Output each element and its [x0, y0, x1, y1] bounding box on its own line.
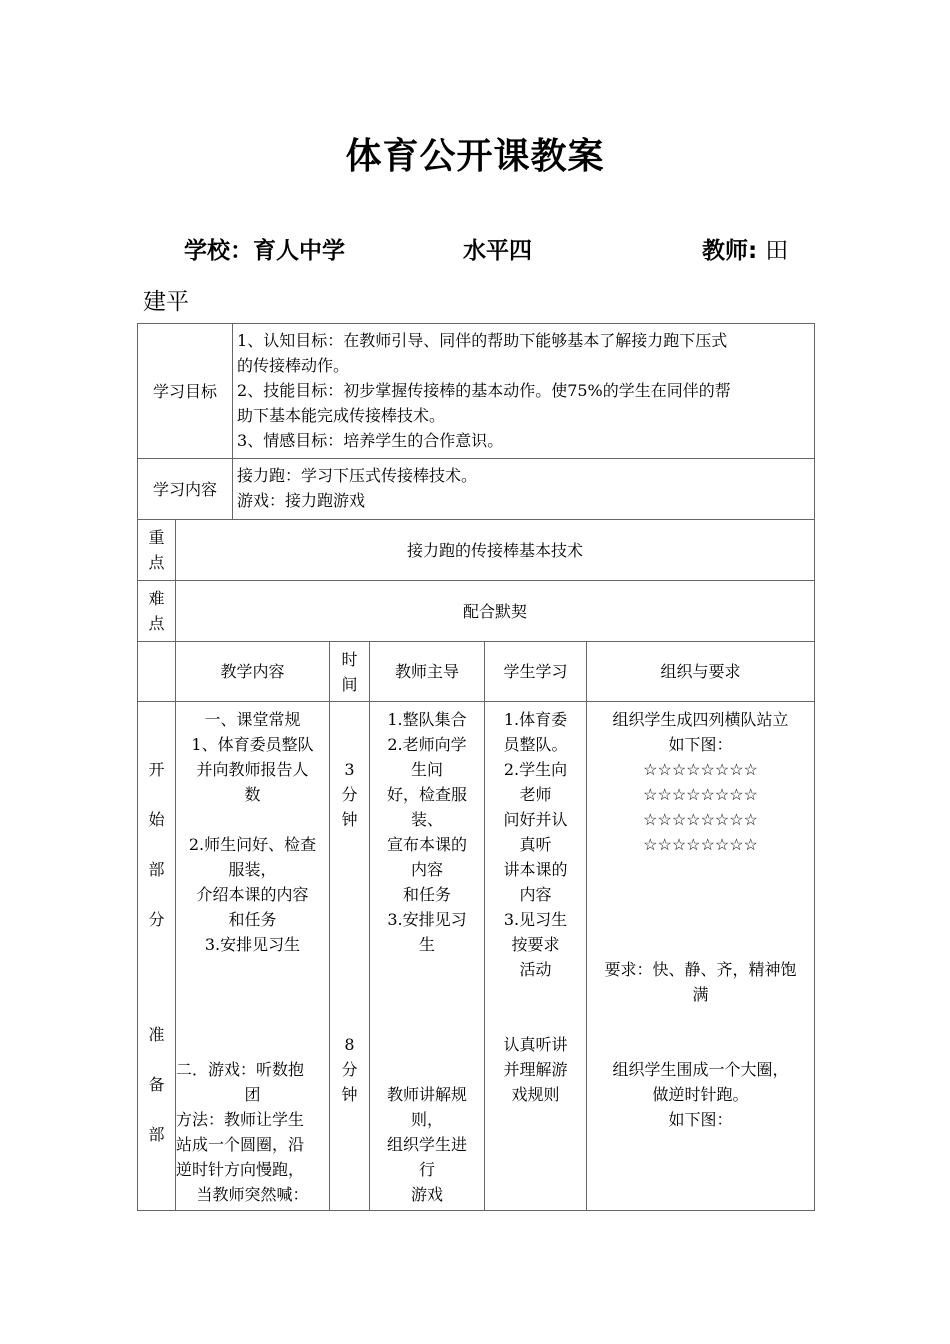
- content2-line: 团: [244, 1085, 261, 1104]
- org-requirement: 满: [692, 985, 709, 1004]
- content-line: 2.师生问好、检查: [188, 835, 317, 854]
- goal-line: 3、情感目标：培养学生的合作意识。: [237, 431, 504, 450]
- header-teacher: 教师主导: [370, 642, 485, 702]
- student-line: 真听: [519, 835, 552, 854]
- header-time: [330, 642, 370, 702]
- content-line: 接力跑：学习下压式传接棒技术。: [237, 466, 478, 485]
- content-line: 和任务: [228, 910, 277, 929]
- part-char: [138, 957, 175, 1022]
- student-line: 讲本课的: [503, 860, 568, 879]
- meta-line: [184, 232, 804, 268]
- section-row: [138, 702, 815, 1211]
- student-line: 员整队。: [503, 735, 568, 754]
- student-line: 按要求: [511, 935, 560, 954]
- teacher-line: 装、: [411, 810, 444, 829]
- formation-row: ☆☆☆☆☆☆☆☆: [643, 810, 758, 829]
- time-column: [330, 702, 370, 1211]
- content-line: 介绍本课的内容: [196, 885, 309, 904]
- teacher-line: 好，检查服: [387, 785, 468, 804]
- time-spacer: [330, 832, 369, 1032]
- time-char: 钟: [341, 810, 358, 829]
- teacher-spacer: [370, 957, 484, 1082]
- part-char: 开: [148, 760, 165, 779]
- difficulty-value: 配合默契: [176, 581, 815, 642]
- teacher-line: 组织学生进: [387, 1135, 468, 1154]
- teacher-line: 则，: [411, 1110, 444, 1129]
- key-label-a: 重: [148, 528, 165, 547]
- teacher-line: 和任务: [403, 885, 452, 904]
- teacher-line: 1.整队集合: [387, 710, 467, 729]
- part-char: 部: [148, 1125, 165, 1144]
- teacher-line: 2.老师向学: [387, 735, 467, 754]
- header-time-b: 间: [341, 674, 358, 694]
- student-line: 并理解游: [503, 1060, 568, 1079]
- difficulty-label-a: 难: [148, 589, 165, 608]
- student-line: 活动: [519, 960, 552, 979]
- goal-line: 的传接棒动作。: [237, 356, 350, 375]
- goals-label: 学习目标: [138, 324, 233, 459]
- header-row: [138, 642, 815, 702]
- header-blank: [138, 642, 176, 702]
- part-char: 部: [148, 860, 165, 879]
- key-value: 接力跑的传接棒基本技术: [176, 520, 815, 581]
- content2-line: 二．游戏：听数抱: [176, 1060, 305, 1079]
- goal-line: 1、认知目标：在教师引导、同伴的帮助下能够基本了解接力跑下压式: [237, 331, 728, 350]
- level-label: 水平四: [463, 238, 532, 264]
- header-teaching: 教学内容: [176, 642, 330, 702]
- student-line: 老师: [519, 785, 552, 804]
- content-label: 学习内容: [138, 459, 233, 520]
- teacher-line: 宣布本课的: [387, 835, 468, 854]
- content-line: 一、课堂常规: [204, 710, 301, 729]
- key-row: [138, 520, 815, 581]
- org-spacer: [587, 857, 814, 957]
- student-spacer: [485, 982, 586, 1032]
- org-line: 如下图：: [668, 1110, 733, 1129]
- part-char: 准: [148, 1025, 165, 1044]
- time-char: 3: [344, 760, 355, 779]
- student-line: 问好并认: [503, 810, 568, 829]
- content-line: 服装，: [228, 860, 277, 879]
- part-column: [138, 702, 176, 1211]
- formation-row: ☆☆☆☆☆☆☆☆: [643, 835, 758, 854]
- header-org: 组织与要求: [587, 642, 815, 702]
- key-label-b: 点: [148, 553, 165, 572]
- content-line: 游戏：接力跑游戏: [237, 491, 366, 510]
- content2-line: 站成一个圆圈，沿: [176, 1135, 305, 1154]
- teacher-line: 游戏: [411, 1185, 444, 1204]
- teacher-name-rest: 建平: [143, 289, 189, 315]
- org-column: [587, 702, 815, 1211]
- goal-line: 助下基本能完成传接棒技术。: [237, 406, 446, 425]
- student-line: 1.体育委: [503, 710, 568, 729]
- content-line: 1、体育委员整队: [191, 735, 314, 754]
- teacher-line: 内容: [411, 860, 444, 879]
- teacher-line: 3.安排见习: [387, 910, 467, 929]
- content-line: 并向教师报告人: [196, 760, 309, 779]
- student-line: 内容: [519, 885, 552, 904]
- part-char: 分: [148, 910, 165, 929]
- content-row: [138, 459, 815, 520]
- content-text: [233, 459, 815, 520]
- org-line: 做逆时针跑。: [652, 1085, 749, 1104]
- teacher-label: [702, 232, 788, 265]
- time-char: 分: [341, 785, 358, 804]
- org-requirement: 要求：快、静、齐，精神饱: [604, 960, 797, 979]
- time-char: 钟: [341, 1085, 358, 1104]
- content-spacer: [176, 957, 329, 1057]
- org-line: 组织学生成四列横队站立: [612, 710, 789, 729]
- content2-line: 逆时针方向慢跑，: [176, 1160, 305, 1179]
- key-label: [138, 520, 176, 581]
- teacher-column: [370, 702, 485, 1211]
- org-line: 如下图：: [668, 735, 733, 754]
- goals-text: [233, 324, 815, 459]
- time-char: 分: [341, 1060, 358, 1079]
- teacher-key: 教师:: [702, 238, 758, 264]
- difficulty-label-b: 点: [148, 614, 165, 633]
- teacher-line: 生问: [411, 760, 444, 779]
- student-line: 2.学生向: [503, 760, 568, 779]
- part-char: 备: [148, 1075, 165, 1094]
- teacher-name-first: 田: [765, 238, 789, 264]
- teacher-line: 生: [419, 935, 436, 954]
- student-line: 3.见习生: [503, 910, 568, 929]
- formation-row: ☆☆☆☆☆☆☆☆: [643, 760, 758, 779]
- content2-line: 方法：教师让学生: [176, 1110, 305, 1129]
- part-char: 始: [148, 810, 165, 829]
- goals-row: [138, 324, 815, 459]
- content2-line: 当教师突然喊：: [196, 1185, 309, 1204]
- difficulty-label: [138, 581, 176, 642]
- teaching-content: [176, 702, 330, 1211]
- school-label: 学校：育人中学: [184, 238, 345, 264]
- student-column: [485, 702, 587, 1211]
- formation-row: ☆☆☆☆☆☆☆☆: [643, 785, 758, 804]
- content-line: [176, 807, 329, 832]
- teacher-line: 教师讲解规: [387, 1085, 468, 1104]
- time-char: 8: [344, 1035, 355, 1054]
- difficulty-row: [138, 581, 815, 642]
- student-line: 戏规则: [511, 1085, 560, 1104]
- header-student: 学生学习: [485, 642, 587, 702]
- header-time-a: 时: [341, 649, 358, 669]
- page-title: 体育公开课教案: [345, 136, 605, 177]
- org-line: 组织学生围成一个大圈，: [612, 1060, 789, 1079]
- goal-line: 2、技能目标：初步掌握传接棒的基本动作。使75%的学生在同伴的帮: [237, 381, 731, 400]
- org-spacer: [587, 1007, 814, 1057]
- content-line: 数: [244, 785, 261, 804]
- lesson-table: [137, 323, 815, 1211]
- student-line: 认真听讲: [503, 1035, 568, 1054]
- content-line: 3.安排见习生: [204, 935, 301, 954]
- teacher-line: 行: [419, 1160, 436, 1179]
